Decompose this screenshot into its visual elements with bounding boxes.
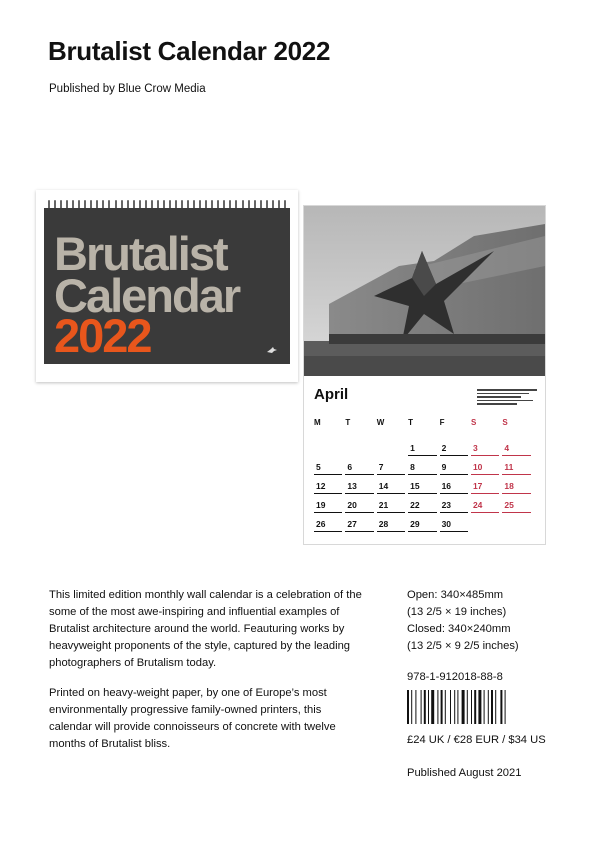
barcode-bar — [441, 690, 443, 724]
day-number: 8 — [410, 462, 415, 472]
day-number: 30 — [441, 519, 452, 529]
day-cell — [440, 513, 471, 532]
day-cell — [502, 437, 533, 456]
day-number: 26 — [316, 519, 326, 529]
barcode-bar — [478, 690, 481, 724]
cover-panel — [44, 208, 290, 364]
weekday-label: T — [345, 418, 351, 427]
barcode-bar — [471, 690, 472, 724]
day-cell — [408, 437, 439, 456]
day-number: 28 — [378, 519, 389, 529]
cover-title-line-2: Calendar — [54, 269, 240, 322]
calendar-grid — [314, 418, 534, 532]
day-cell — [440, 437, 471, 456]
empty-day-cell — [502, 513, 533, 532]
weekday-label: T — [408, 418, 414, 427]
barcode-bar — [428, 690, 429, 724]
day-cell — [345, 513, 376, 532]
week-row — [314, 437, 534, 456]
barcode-bar — [450, 690, 451, 724]
barcode-bar — [474, 690, 476, 724]
description — [49, 587, 367, 766]
cover-year: 2022 — [54, 309, 151, 362]
brutalist-monument-photo — [304, 206, 545, 376]
open-size-inches: (13 2/5 × 19 inches) — [407, 606, 507, 618]
barcode-bar — [484, 690, 485, 724]
day-cell — [471, 475, 502, 494]
barcode-bar — [488, 690, 489, 724]
day-number: 12 — [316, 481, 326, 491]
price: £24 UK / €28 EUR / $34 US — [407, 734, 546, 746]
day-number: 14 — [378, 481, 389, 491]
closed-size-inches: (13 2/5 × 9 2/5 inches) — [407, 640, 519, 652]
barcode-bar — [445, 690, 446, 724]
weekday-label: F — [439, 418, 445, 427]
day-number: 19 — [316, 500, 326, 510]
empty-day-cell — [377, 437, 408, 456]
publisher-line: Published by Blue Crow Media — [49, 83, 206, 95]
week-row — [314, 494, 534, 513]
barcode-bar — [437, 690, 438, 724]
day-cell — [314, 513, 345, 532]
day-cell — [502, 494, 533, 513]
day-number: 6 — [347, 462, 353, 472]
day-number: 27 — [347, 519, 357, 529]
day-cell — [314, 494, 345, 513]
weekday-label: S — [470, 418, 477, 427]
day-number: 2 — [441, 443, 447, 453]
day-number: 10 — [472, 462, 483, 472]
empty-day-cell — [471, 513, 502, 532]
empty-day-cell — [314, 437, 345, 456]
closed-size: Closed: 340×240mm — [407, 623, 511, 635]
barcode-bar — [415, 690, 416, 724]
crow-icon — [266, 346, 278, 354]
day-cell — [440, 475, 471, 494]
day-cell — [377, 475, 408, 494]
publication-date: Published August 2021 — [407, 767, 522, 779]
day-number: 7 — [378, 462, 384, 472]
month-name: April — [314, 386, 349, 403]
barcode-bar — [457, 690, 458, 724]
day-number: 23 — [441, 500, 452, 510]
cover-title-line-1: Brutalist — [54, 227, 227, 280]
specifications — [407, 587, 567, 655]
isbn: 978-1-912018-88-8 — [407, 671, 503, 683]
day-number: 15 — [410, 481, 420, 491]
barcode-bar — [424, 690, 426, 724]
day-number: 3 — [472, 443, 478, 453]
day-cell — [408, 513, 439, 532]
day-cell — [471, 456, 502, 475]
empty-day-cell — [345, 437, 376, 456]
day-cell — [502, 456, 533, 475]
day-cell — [440, 456, 471, 475]
barcode-bar — [462, 690, 465, 724]
calendar-cover-image — [36, 190, 298, 382]
day-number: 9 — [441, 462, 447, 472]
day-cell — [440, 494, 471, 513]
day-cell — [345, 494, 376, 513]
barcode-bar — [431, 690, 434, 724]
barcode-bar — [411, 690, 412, 724]
day-cell — [408, 456, 439, 475]
day-cell — [502, 475, 533, 494]
day-number: 13 — [347, 481, 357, 491]
day-cell — [314, 475, 345, 494]
day-number: 5 — [316, 462, 321, 472]
calendar-month-page — [304, 206, 545, 544]
day-cell — [471, 494, 502, 513]
barcode-bar — [467, 690, 468, 724]
day-number: 17 — [472, 481, 483, 491]
description-paragraph-1: This limited edition monthly wall calendar is a celebration of the some of the most awe-inspiring and influential examples of Brutalist architecture around the world. Feauturing works by heavyweight proponents of the style, captured by the leading photographers of Brutalism today. — [49, 589, 362, 669]
barcode-bar — [407, 690, 409, 724]
week-row — [314, 475, 534, 494]
description-paragraph-2: Printed on heavy-weight paper, by one of Europe’s most environmentally progressive family-owned printers, this calendar will provide connoisseurs of concrete with twelve months of Brutalist bliss. — [49, 687, 336, 750]
day-number: 1 — [410, 443, 415, 453]
day-cell — [408, 475, 439, 494]
barcode-icon — [407, 690, 559, 724]
day-cell — [314, 456, 345, 475]
barcode-bar — [505, 690, 506, 724]
day-cell — [345, 475, 376, 494]
barcode-bar — [491, 690, 493, 724]
day-cell — [408, 494, 439, 513]
week-row — [314, 456, 534, 475]
day-number: 29 — [410, 519, 420, 529]
page-title: Brutalist Calendar 2022 — [48, 36, 331, 66]
barcode-bar — [454, 690, 455, 724]
week-row — [314, 513, 534, 532]
photo-caption — [477, 389, 537, 407]
barcode-bar — [421, 690, 422, 724]
day-number: 25 — [504, 500, 514, 510]
weekday-label: M — [314, 418, 321, 427]
day-number: 24 — [472, 500, 483, 510]
day-cell — [377, 513, 408, 532]
weekday-label: S — [502, 418, 508, 427]
day-cell — [377, 456, 408, 475]
barcode-bar — [495, 690, 496, 724]
open-size: Open: 340×485mm — [407, 589, 504, 601]
day-number: 20 — [347, 500, 357, 510]
day-cell — [377, 494, 408, 513]
day-cell — [471, 437, 502, 456]
day-number: 16 — [441, 481, 452, 491]
weekday-header-row — [314, 418, 534, 437]
day-number: 4 — [504, 443, 510, 453]
weekday-label: W — [376, 418, 385, 427]
day-number: 22 — [410, 500, 420, 510]
day-number: 18 — [504, 481, 514, 491]
day-number: 21 — [378, 500, 389, 510]
day-number: 11 — [504, 462, 514, 472]
day-cell — [345, 456, 376, 475]
barcode-bar — [500, 690, 502, 724]
